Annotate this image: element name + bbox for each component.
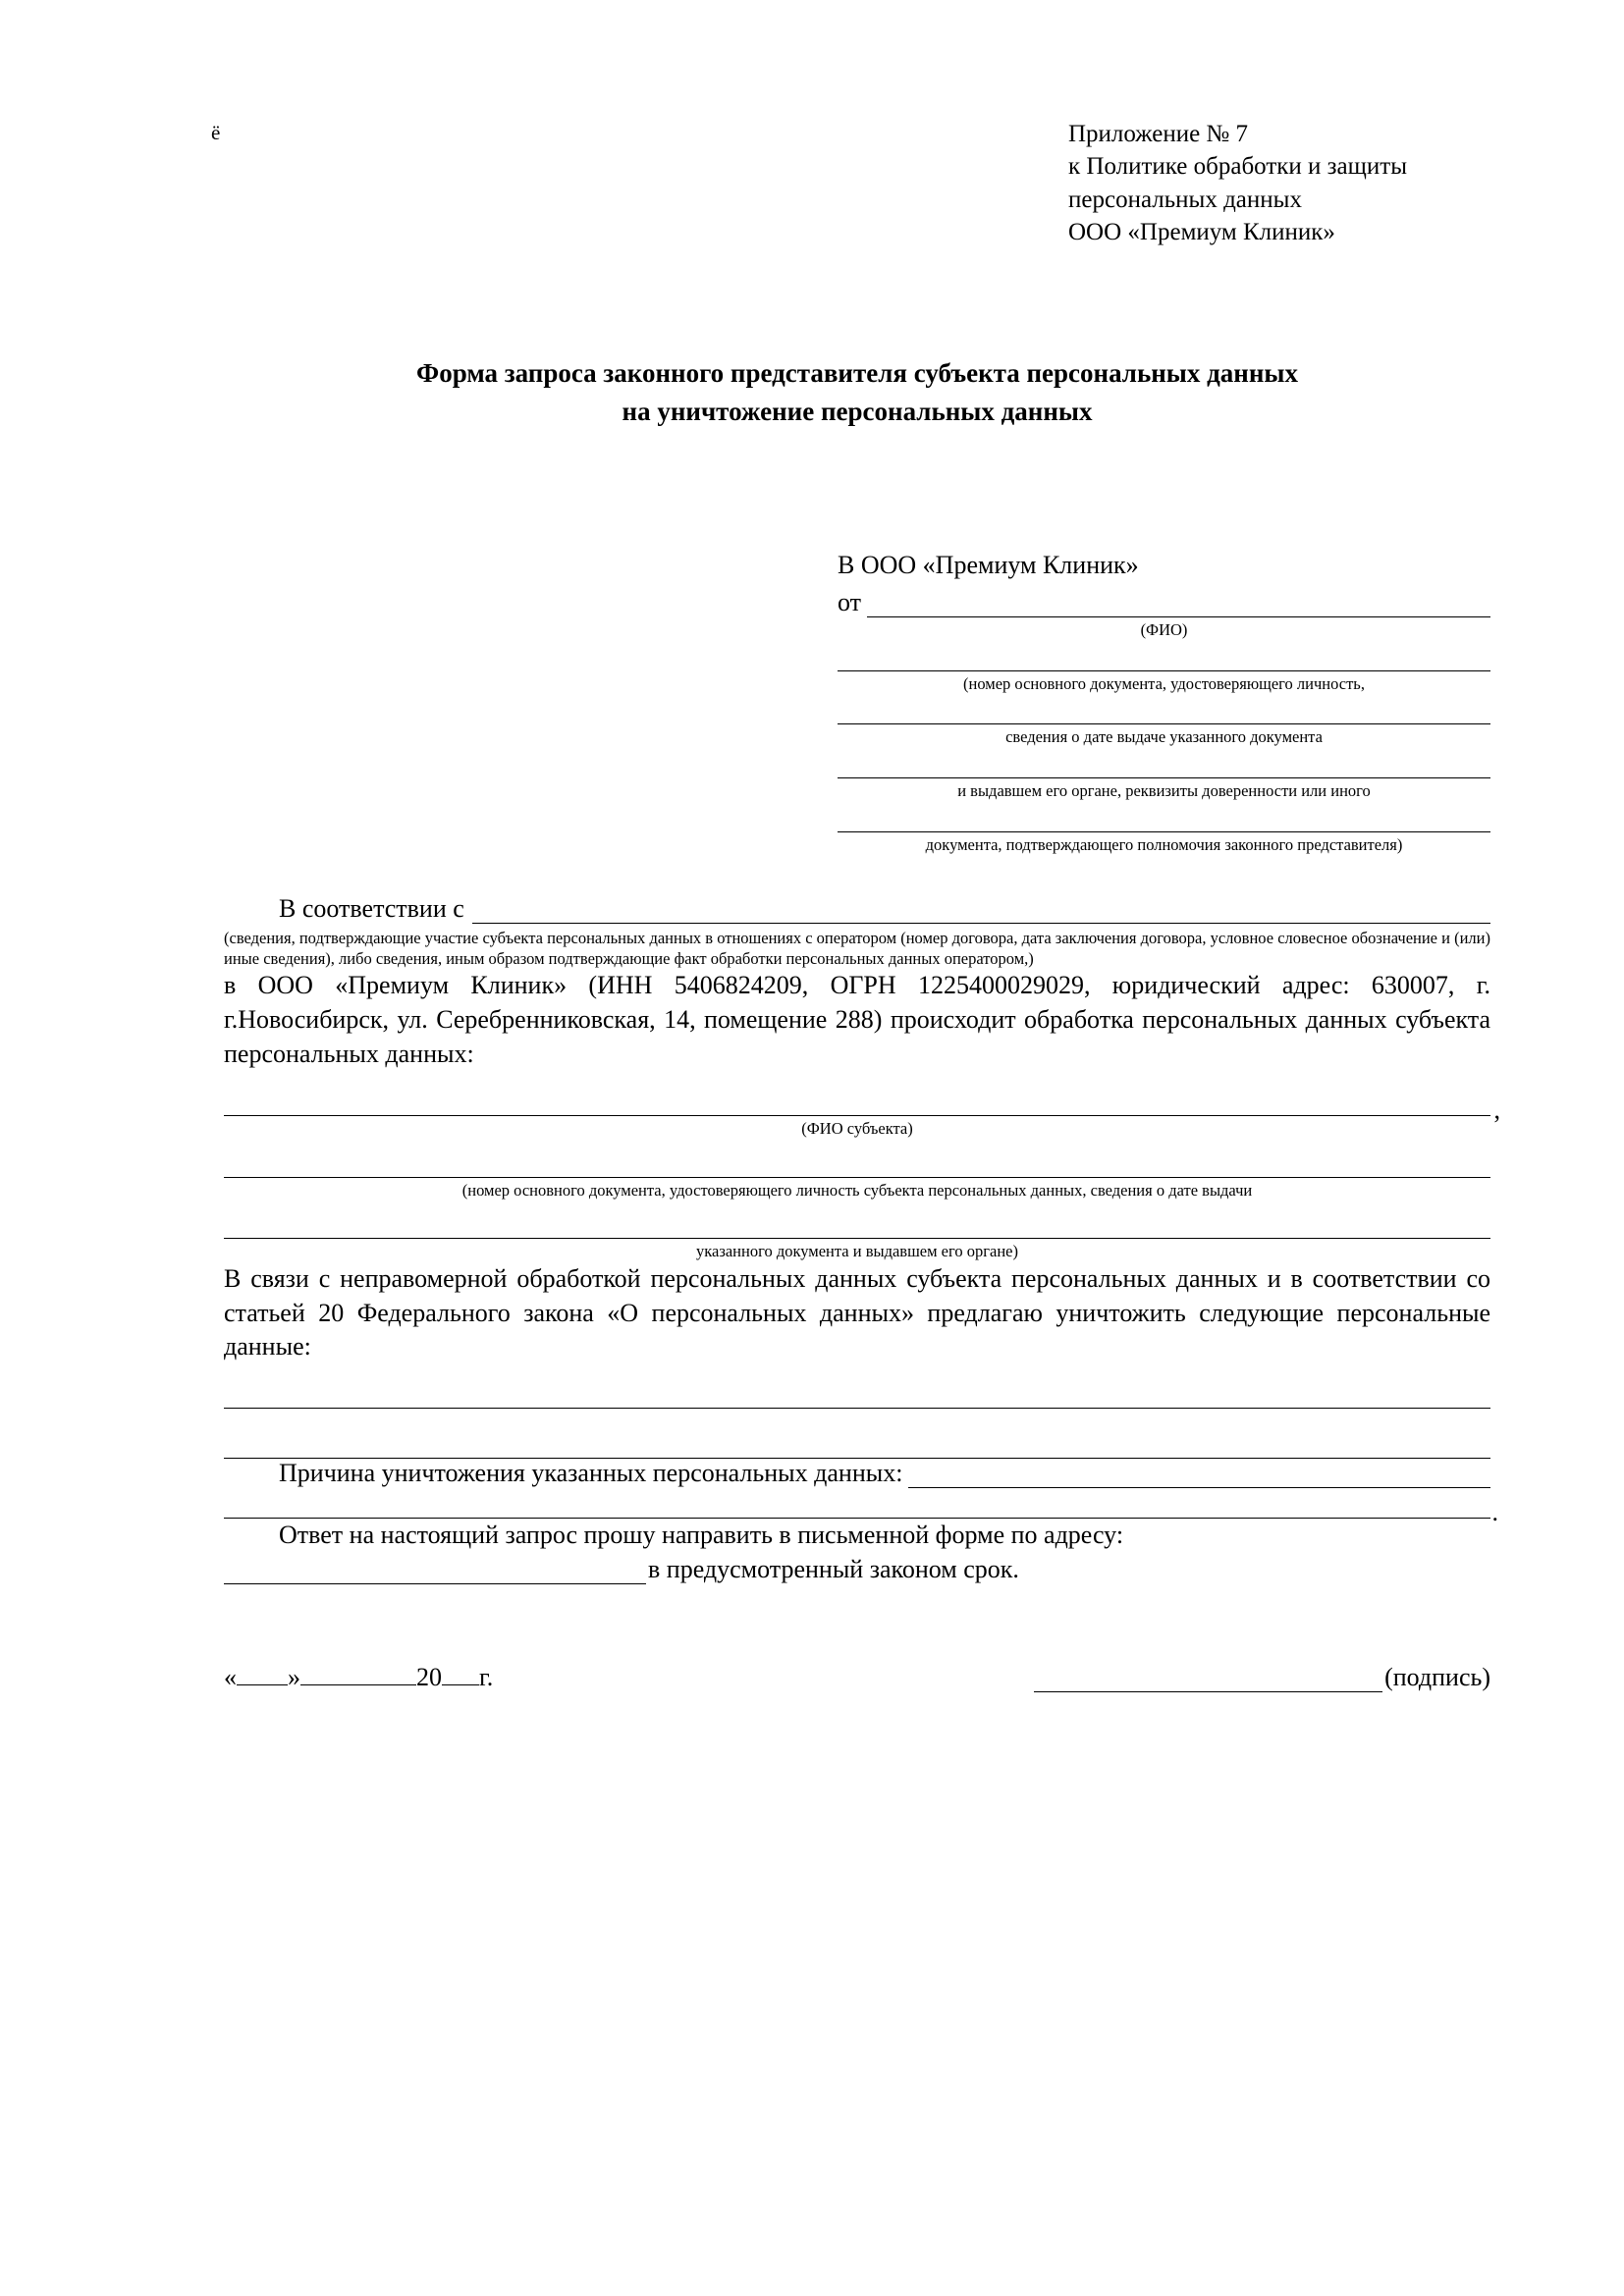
subject-fio-caption: (ФИО субъекта) [801,1118,913,1138]
subject-doc-input-2[interactable] [224,1208,1490,1239]
operator-paragraph: в ООО «Премиум Клиник» (ИНН 5406824209, ОГРН 1225400029029, юридический адрес: 630007, г. г.Новосибирск, ул. Серебренниковская, 14, помещение 288) происходит обработка персональных данных субъекта персональных данных: [224,971,1490,1069]
appendix-header [1068,118,1490,248]
from-name-input[interactable] [867,595,1490,617]
page-title [224,354,1490,431]
page-title-line-1: Форма запроса законного представителя субъекта персональных данных [416,358,1298,388]
appendix-header-line-3: персональных данных [1068,186,1302,213]
subject-doc-caption-1: (номер основного документа, удостоверяющего личность субъекта персональных данных, сведения о дате выдачи [461,1180,1253,1200]
subject-doc-input-1[interactable] [224,1148,1490,1178]
in-accordance-note: (сведения, подтверждающие участие субъекта персональных данных в отношениях с оператором (номер договора, дата заключения договора, условное словесное обозначение и (или) иные сведения), либо сведения, иным образом подтверждающие факт обработки персональных данных оператором,) [224,929,1490,969]
representative-doc-date-block [838,694,1490,748]
subject-fio-input[interactable] [224,1086,1490,1116]
representative-doc-org-block [838,748,1490,802]
reason-row [224,1459,1490,1488]
date-year: 20 [416,1663,442,1692]
document-content [224,118,1490,1692]
representative-doc-org-input[interactable] [838,748,1490,778]
representative-doc-date-input[interactable] [838,694,1490,724]
answer-address-tail: в предусмотренный законом срок. [648,1555,1019,1584]
fio-caption: (ФИО) [1140,620,1188,640]
reason-label: Причина уничтожения указанных персональных данных: [279,1459,903,1488]
in-accordance-row [224,894,1490,924]
answer-paragraph: Ответ на настоящий запрос прошу направить в письменной форме по адресу: [279,1521,1124,1550]
from-field-row [838,588,1490,617]
signature-label: (подпись) [1384,1663,1490,1692]
representative-doc-power-input[interactable] [838,802,1490,832]
signature-row [224,1663,1490,1692]
from-label: от [838,588,862,617]
signature-input[interactable] [1034,1670,1382,1692]
representative-doc-number-block [838,641,1490,695]
date-quote-open: « [224,1663,237,1692]
data-to-destroy-input-1[interactable] [224,1378,1490,1409]
date-quote-close: » [288,1663,300,1692]
date-suffix: г. [479,1663,494,1692]
date-field[interactable] [224,1663,493,1692]
fio-caption-block [838,620,1490,641]
reason-input-1[interactable] [908,1464,1490,1488]
representative-doc-number-caption: (номер основного документа, удостоверяющего личность, [963,673,1365,693]
appendix-header-line-1: Приложение № 7 [1068,121,1249,147]
answer-address-input[interactable] [224,1560,646,1584]
page-title-line-2: на уничтожение персональных данных [622,397,1093,427]
representative-doc-org-caption: и выдавшем его органе, реквизиты доверенности или иного [957,780,1371,800]
data-to-destroy-input-2[interactable] [224,1428,1490,1459]
reason-input-2[interactable] [224,1488,1490,1519]
appendix-header-line-4: ООО «Премиум Клиник» [1068,218,1335,245]
addressee-organization: В ООО «Премиум Клиник» [838,551,1139,580]
representative-doc-date-caption: сведения о дате выдаче указанного документа [1005,727,1323,747]
appendix-header-line-2: к Политике обработки и защиты [1068,153,1408,181]
representative-doc-power-block [838,802,1490,856]
in-accordance-label: В соответствии с [279,894,464,924]
representative-doc-number-input[interactable] [838,641,1490,671]
request-paragraph: В связи с неправомерной обработкой персональных данных субъекта персональных данных и в соответствии со статьей 20 Федерального закона «О персональных данных» предлагаю уничтожить следующие персональные данные: [224,1263,1490,1362]
in-accordance-input[interactable] [472,899,1490,924]
representative-doc-power-caption: документа, подтверждающего полномочия законного представителя) [925,834,1403,854]
stray-mark-character: ё [211,121,221,144]
answer-address-row [224,1555,1490,1584]
subject-doc-caption-2: указанного документа и выдавшем его органе) [696,1242,1018,1261]
